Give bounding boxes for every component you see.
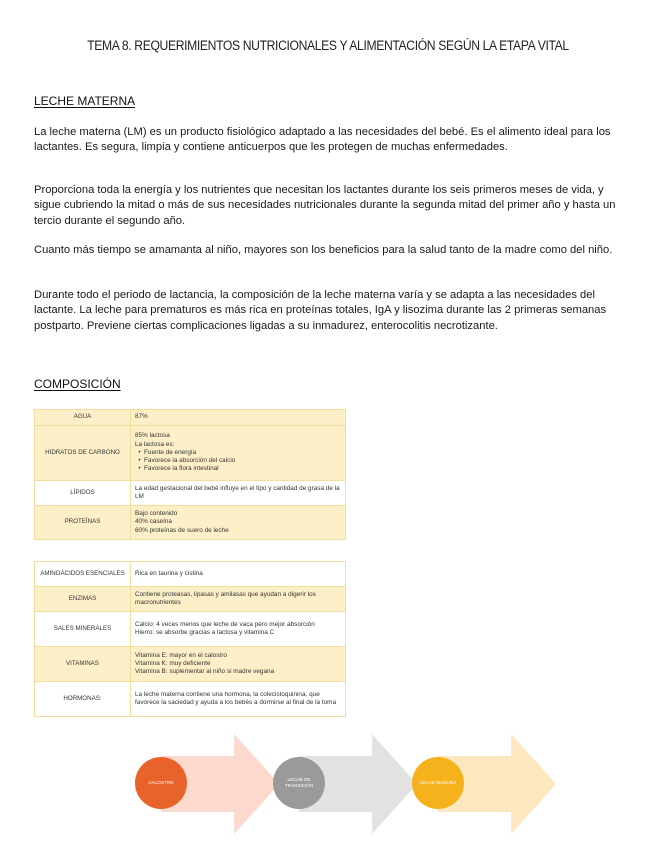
list-item: • Favorece la flora intestinal (135, 465, 341, 473)
table-row (35, 587, 346, 612)
table-row (35, 410, 346, 426)
stage-leche-de-transicion (273, 734, 403, 834)
section-heading-leche-materna: LECHE MATERNA (34, 94, 136, 108)
document-title: TEMA 8. REQUERIMIENTOS NUTRICIONALES Y ALIMENTACIÓN SEGÚN LA ETAPA VITAL (87, 38, 569, 53)
stage-circle: LECHE DE TRANSICIÓN (273, 757, 325, 809)
row-label: AGUA (35, 410, 131, 426)
row-value: La edad gestacional del bebé influye en el tipo y cantidad de grasa de la LM (131, 481, 346, 506)
row-value: Rica en taurina y cistina (131, 562, 346, 587)
row-label: AMINOÁCIDOS ESENCIALES (35, 562, 131, 587)
list-item: • Favorece la absorción del calcio (135, 457, 341, 465)
row-label: VITAMINAS (35, 647, 131, 682)
table-row (35, 682, 346, 717)
row-value: 85% lactosa La lactosa es: • Fuente de energía • Favorece la absorción del calcio • Favorece la flora intestinal (131, 426, 346, 481)
stage-circle: CALOSTRO (135, 757, 187, 809)
section-heading-composicion: COMPOSICIÓN (34, 377, 121, 391)
stage-leche-madura (412, 734, 542, 834)
table-row (35, 647, 346, 682)
paragraph-3: Cuanto más tiempo se amamanta al niño, mayores son los beneficios para la salud tanto de la madre como del niño. (34, 244, 613, 256)
stage-circle: LECHE MADURA (412, 757, 464, 809)
row-value: Calcio: 4 veces menos que leche de vaca pero mejor absorción Hierro: se absorbe gracias a lactosa y vitamina C (131, 612, 346, 647)
row-label: ENZIMAS (35, 587, 131, 612)
paragraph-1: La leche materna (LM) es un producto fisiológico adaptado a las necesidades del bebé. Es el alimento ideal para los lactantes. Es segura, limpia y contiene anticuerpos que les protegen de muchas enfermedades. (34, 126, 611, 154)
row-value: 87% (131, 410, 346, 426)
paragraph-2: Proporciona toda la energía y los nutrientes que necesitan los lactantes durante los seis primeros meses de vida, y sigue cubriendo la mitad o más de sus necesidades nutricionales durante la segunda mitad del primer año y hasta un tercio durante el segundo año. (34, 184, 616, 227)
row-value: Bajo contenido 40% caseína 60% proteínas de suero de leche (131, 506, 346, 540)
table-row (35, 426, 346, 481)
table-row (35, 562, 346, 587)
composition-table-2 (34, 561, 346, 717)
table-row (35, 506, 346, 540)
row-label: HORMONAS: (35, 682, 131, 717)
row-label: PROTEÍNAS (35, 506, 131, 540)
stage-calostro (135, 734, 265, 834)
row-value: Contiene proteasas, lipasas y amilasas que ayudan a digerir los macronutrientes (131, 587, 346, 612)
row-value: La leche materna contiene una hormona, la colecistoquinina, que favorece la saciedad y ayuda a los bebés a dormirse al final de la toma (131, 682, 346, 717)
row-value: Vitamina E: mayor en el calostro Vitamina K: muy deficiente Vitamina B: suplementar al niño si madre vegana (131, 647, 346, 682)
table-row (35, 612, 346, 647)
table-row (35, 481, 346, 506)
row-label: LÍPIDOS (35, 481, 131, 506)
composition-table-1 (34, 409, 346, 540)
paragraph-4: Durante todo el periodo de lactancia, la composición de la leche materna varía y se adapta a las necesidades del lactante. La leche para prematuros es más rica en proteínas totales, IgA y lisozima durante las 2 primeras semanas postparto. Previene ciertas complicaciones ligadas a su inmadurez, enterocolitis necrotizante. (34, 289, 607, 332)
row-label: HIDRATOS DE CARBONO (35, 426, 131, 481)
row-label: SALES MINERALES (35, 612, 131, 647)
list-item: • Fuente de energía (135, 449, 341, 457)
